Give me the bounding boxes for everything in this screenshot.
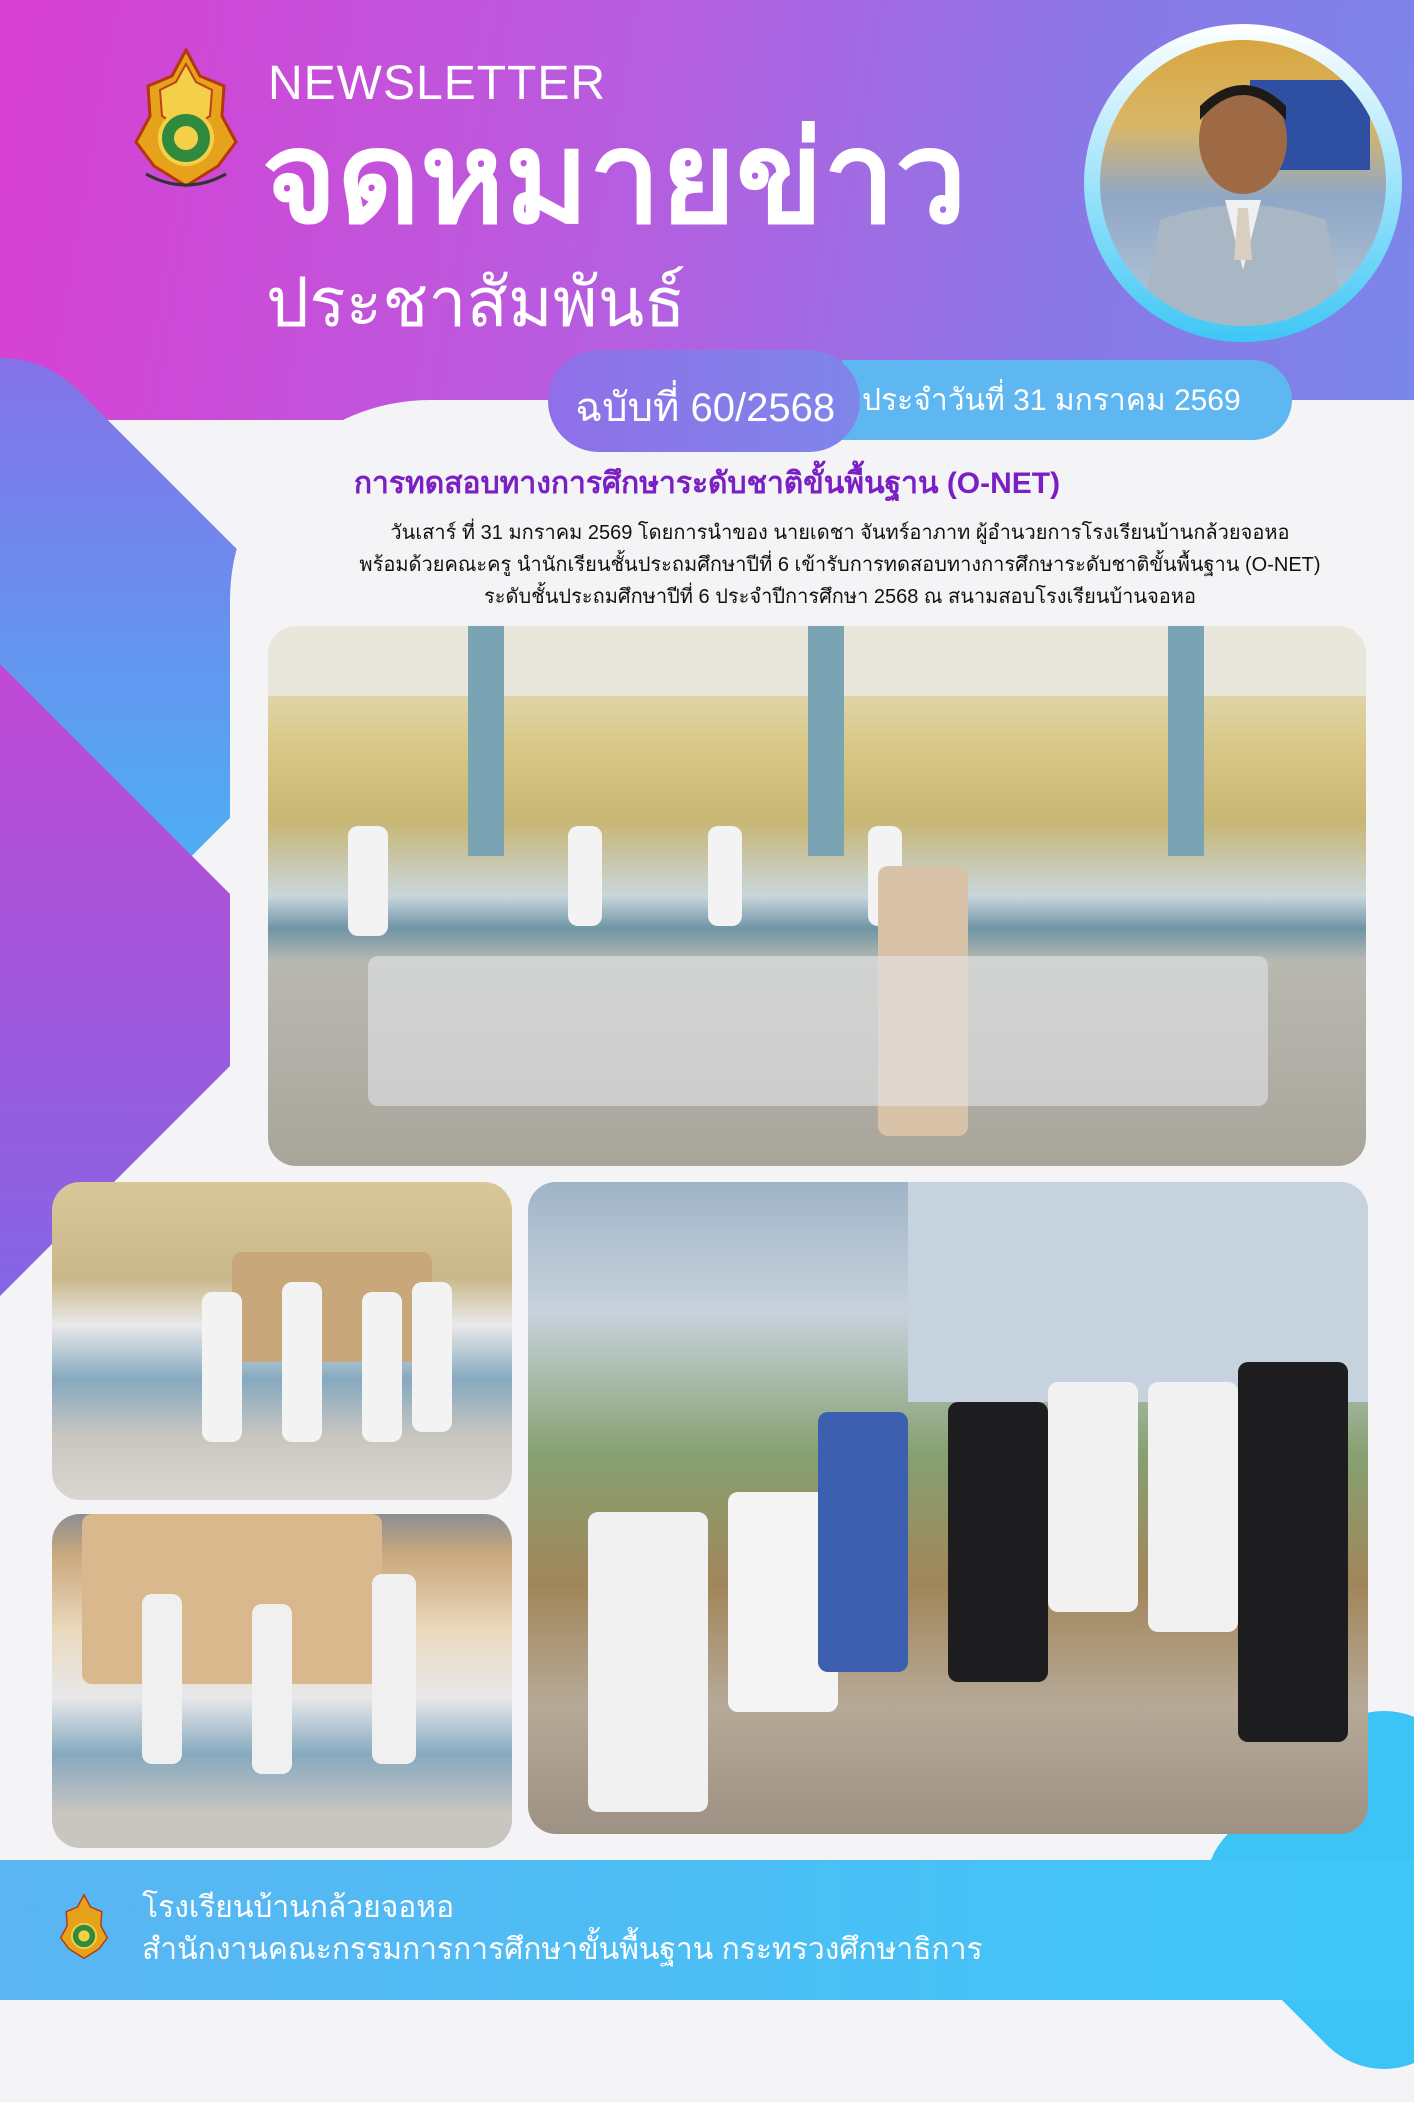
- director-portrait: [1100, 40, 1386, 326]
- school-emblem-icon: [56, 1888, 112, 1968]
- footer-school-name: โรงเรียนบ้านกล้วยจอหอ: [142, 1891, 455, 1924]
- article-line-1: วันเสาร์ ที่ 31 มกราคม 2569 โดยการนำของ นายเดชา จันทร์อาภาท ผู้อำนวยการโรงเรียนบ้านกล้วยจอหอ: [390, 522, 1290, 544]
- photo-students-seated: [268, 626, 1366, 1166]
- school-emblem-icon: [126, 46, 246, 196]
- newsletter-label: NEWSLETTER: [268, 57, 607, 110]
- article-line-3: ระดับชั้นประถมศึกษาปีที่ 6 ประจำปีการศึกษา 2568 ณ สนามสอบโรงเรียนบ้านจอหอ: [483, 586, 1196, 608]
- footer-office-name: สำนักงานคณะกรรมการการศึกษาขั้นพื้นฐาน กระทรวงศึกษาธิการ: [142, 1933, 983, 1966]
- photo-board-walk: [52, 1514, 512, 1848]
- issue-number: ฉบับที่ 60/2568: [575, 386, 836, 430]
- page-subtitle: ประชาสัมพันธ์: [266, 265, 686, 341]
- article-headline: การทดสอบทางการศึกษาระดับชาติขั้นพื้นฐาน (O-NET): [353, 467, 1061, 500]
- photo-group-celebration: [528, 1182, 1368, 1834]
- photo-students-queue: [52, 1182, 512, 1500]
- issue-date: ประจำวันที่ 31 มกราคม 2569: [862, 384, 1241, 417]
- article-line-2: พร้อมด้วยคณะครู นำนักเรียนชั้นประถมศึกษาปีที่ 6 เข้ารับการทดสอบทางการศึกษาระดับชาติขั้นพื้นฐาน (O-NET): [359, 554, 1321, 576]
- portrait-illustration: [1100, 40, 1386, 326]
- page-title: จดหมายข่าว: [262, 107, 967, 250]
